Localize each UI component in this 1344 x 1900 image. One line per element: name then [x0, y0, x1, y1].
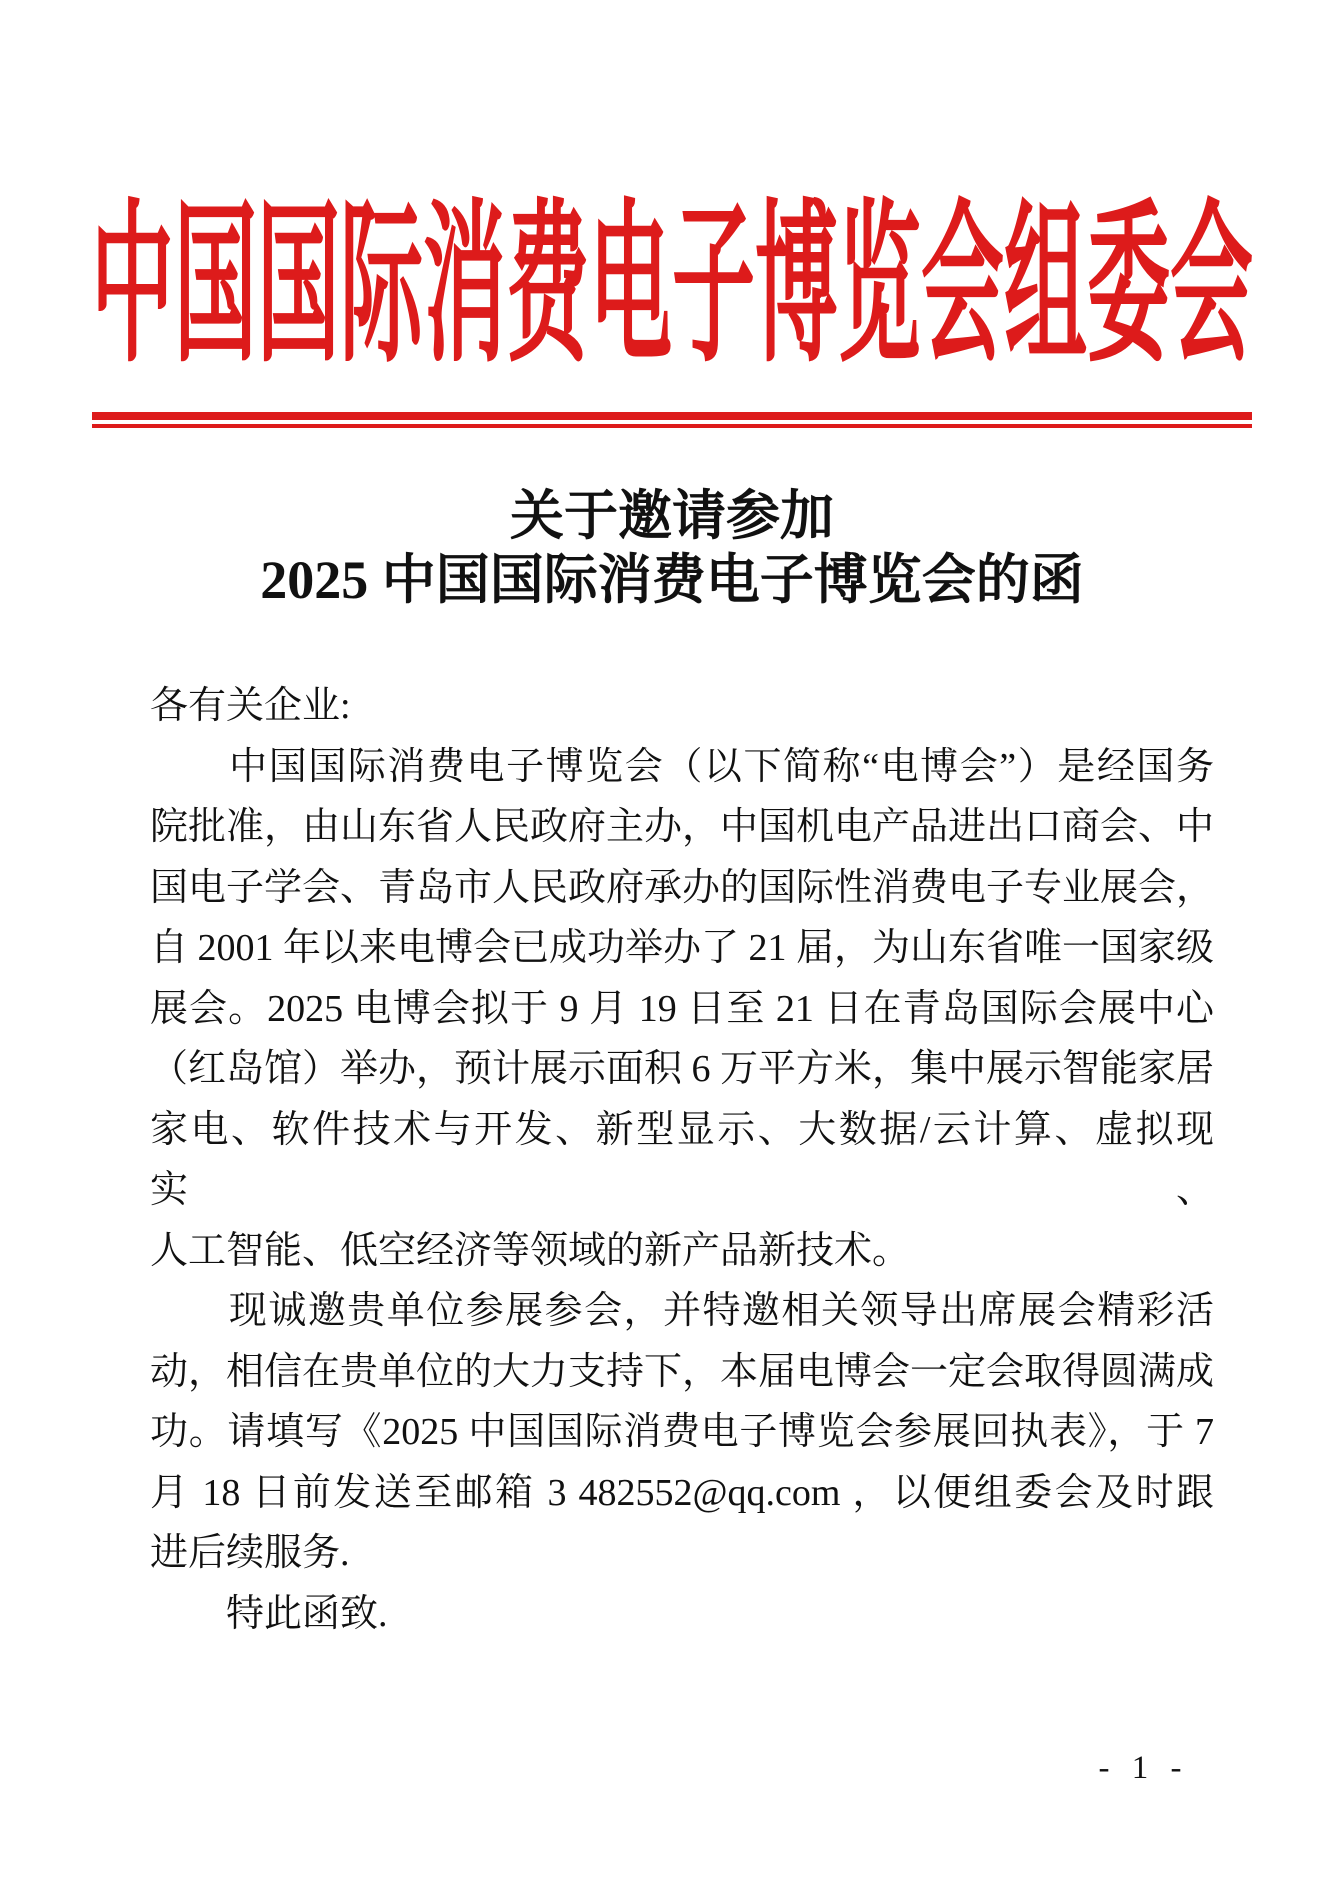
document-title-line1: 关于邀请参加	[510, 486, 834, 546]
body-line: 展会。2025 电博会拟于 9 月 19 日至 21 日在青岛国际会展中心	[150, 987, 1214, 1030]
letterhead	[0, 189, 1344, 383]
body-line: 人工智能、低空经济等领域的新产品新技术。	[150, 1229, 911, 1272]
rule-thin-line	[92, 424, 1252, 428]
rule-thick-line	[92, 412, 1252, 420]
salutation: 各有关企业:	[150, 685, 351, 727]
body-line: 特此函致.	[150, 1592, 388, 1635]
body-line: 自 2001 年以来电博会已成功举办了 21 届，为山东省唯一国家级	[150, 927, 1215, 969]
document-title	[0, 484, 1344, 612]
body-line: （红岛馆）举办，预计展示面积 6 万平方米，集中展示智能家居	[150, 1048, 1215, 1090]
letter-body	[150, 676, 1214, 1644]
document-title-line2: 2025 中国国际消费电子博览会的函	[260, 550, 1084, 610]
body-line: 院批准，由山东省人民政府主办，中国机电产品进出口商会、中	[150, 806, 1215, 848]
body-line: 中国国际消费电子博览会（以下简称“电博会”）是经国务	[150, 745, 1214, 788]
body-line: 国电子学会、青岛市人民政府承办的国际性消费电子专业展会，	[150, 866, 1215, 909]
body-lines	[150, 737, 1214, 1645]
body-line: 家电、软件技术与开发、新型显示、大数据/云计算、虚拟现实、	[150, 1108, 1214, 1211]
body-line: 进后续服务.	[150, 1532, 350, 1574]
body-line: 动，相信在贵单位的大力支持下，本届电博会一定会取得圆满成	[150, 1350, 1215, 1393]
letterhead-double-rule	[92, 412, 1252, 428]
body-line: 功。请填写《2025 中国国际消费电子博览会参展回执表》，于 7	[150, 1411, 1214, 1453]
letterhead-title: 中国国际消费电子博览会组委会	[91, 189, 1253, 383]
body-line: 月 18 日前发送至邮箱 3 482552@qq.com ，以便组委会及时跟	[150, 1471, 1214, 1514]
body-line: 现诚邀贵单位参展参会，并特邀相关领导出席展会精彩活	[150, 1290, 1214, 1332]
page-number: - 1 -	[1098, 1750, 1189, 1786]
